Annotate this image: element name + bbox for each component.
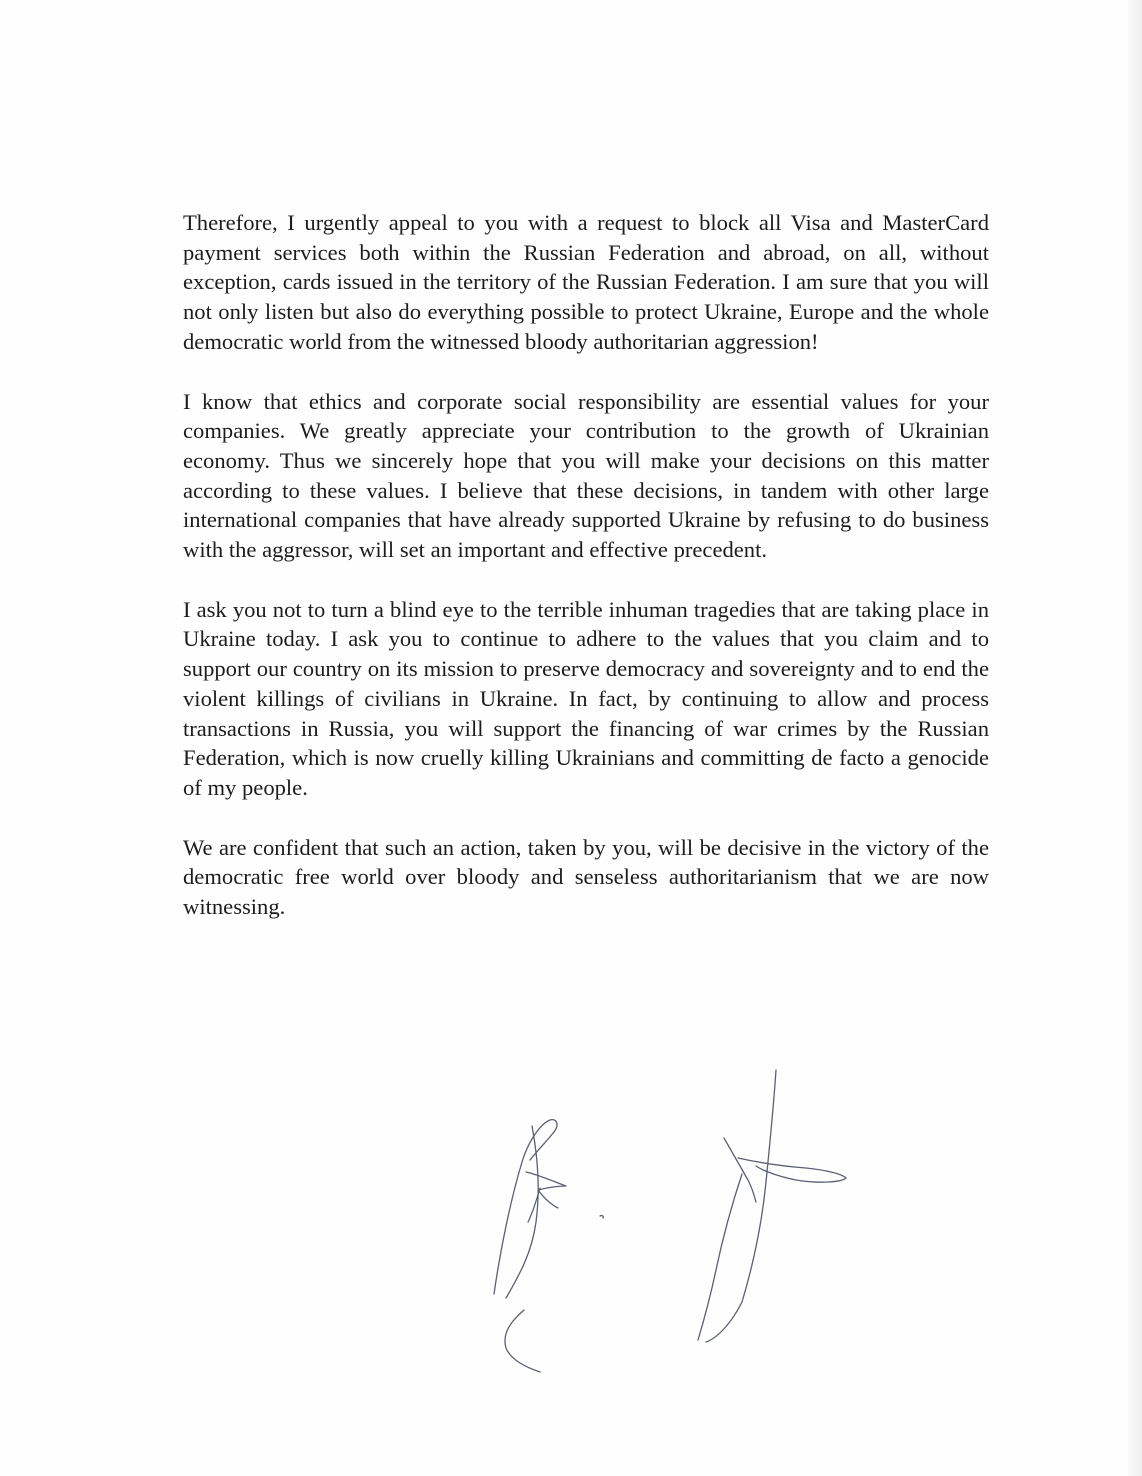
paragraph-block-cards: Therefore, I urgently appeal to you with a request to block all Visa and MasterCard payment services both within the Russian Federation and abroad, on all, without exception, cards issued in the territory of the Russian Federation. I am sure that you will not only listen but also do everything possible to protect Ukraine, Europe and the whole democratic world from the witnessed bloody authoritarian aggression! [183, 210, 989, 354]
paragraph-blind-eye: I ask you not to turn a blind eye to the terrible inhuman tragedies that are taking place in Ukraine today. I ask you to continue to adhere to the values that you claim and to support our country on its mission to preserve democracy and sovereignty and to end the violent killings of civilians in Ukraine. In fact, by continuing to allow and process transactions in Russia, you will support the financing of war crimes by the Russian Federation, which is now cruelly killing Ukrainians and committing de facto a genocide of my people. [183, 596, 989, 800]
paragraph-ethics-values: I know that ethics and corporate social responsibility are essential values for your companies. We greatly appreciate your contribution to the growth of Ukrainian economy. Thus we sincerely hope that you will make your decisions on this matter according to these values. I believe that these decisions, in tandem with other large international companies that have already supported Ukraine by refusing to do business with the aggressor, will set an important and effective precedent. [183, 388, 989, 563]
page-edge-shadow [1128, 0, 1142, 1476]
paragraph-confidence: We are confident that such an action, taken by you, will be decisive in the victory of the democratic free world over bloody and senseless authoritarianism that we are now witnessing. [183, 834, 989, 920]
letter-body [183, 208, 989, 952]
handwritten-signature-icon [480, 1062, 860, 1382]
